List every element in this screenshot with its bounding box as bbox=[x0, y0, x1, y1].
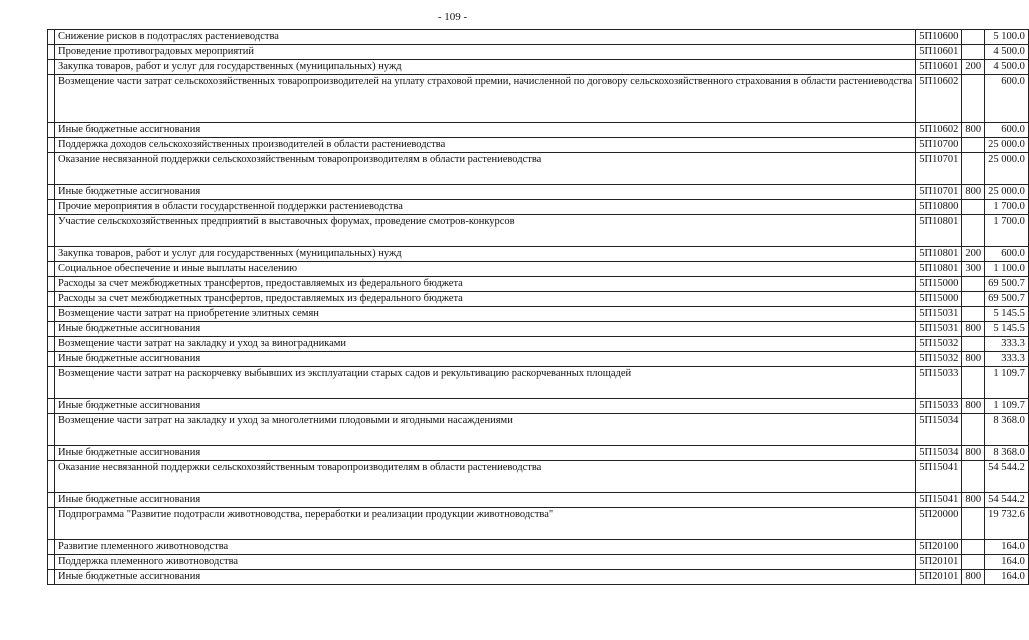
row-code: 5П10601 bbox=[916, 60, 962, 75]
row-margin-cell bbox=[48, 185, 55, 200]
row-expense-type bbox=[962, 414, 985, 446]
row-amount: 25 000.0 bbox=[985, 153, 1029, 185]
row-amount: 19 732.6 bbox=[985, 508, 1029, 540]
row-name: Возмещение части затрат сельскохозяйственных товаропроизводителей на уплату страховой премии, начисленной по договору сельскохозяйственного страхования в области растениеводства bbox=[55, 75, 916, 123]
row-margin-cell bbox=[48, 461, 55, 493]
table-row bbox=[48, 123, 1029, 138]
row-amount: 333.3 bbox=[985, 337, 1029, 352]
row-expense-type: 300 bbox=[962, 262, 985, 277]
row-expense-type bbox=[962, 337, 985, 352]
row-amount: 164.0 bbox=[985, 540, 1029, 555]
row-code: 5П15031 bbox=[916, 307, 962, 322]
row-name: Снижение рисков в подотраслях растениеводства bbox=[55, 30, 916, 45]
row-name: Поддержка племенного животноводства bbox=[55, 555, 916, 570]
row-name: Иные бюджетные ассигнования bbox=[55, 352, 916, 367]
row-margin-cell bbox=[48, 60, 55, 75]
row-code: 5П15033 bbox=[916, 399, 962, 414]
row-margin-cell bbox=[48, 446, 55, 461]
row-expense-type: 800 bbox=[962, 352, 985, 367]
table-row bbox=[48, 30, 1029, 45]
row-expense-type: 800 bbox=[962, 446, 985, 461]
row-name: Иные бюджетные ассигнования bbox=[55, 446, 916, 461]
row-code: 5П10600 bbox=[916, 30, 962, 45]
row-amount: 54 544.2 bbox=[985, 461, 1029, 493]
table-row bbox=[48, 60, 1029, 75]
row-code: 5П10801 bbox=[916, 247, 962, 262]
row-margin-cell bbox=[48, 277, 55, 292]
table-row bbox=[48, 399, 1029, 414]
row-name: Проведение противоградовых мероприятий bbox=[55, 45, 916, 60]
budget-table bbox=[47, 29, 1029, 585]
row-margin-cell bbox=[48, 555, 55, 570]
row-amount: 1 700.0 bbox=[985, 200, 1029, 215]
row-code: 5П10601 bbox=[916, 45, 962, 60]
row-amount: 1 109.7 bbox=[985, 367, 1029, 399]
row-expense-type bbox=[962, 45, 985, 60]
row-amount: 333.3 bbox=[985, 352, 1029, 367]
row-amount: 164.0 bbox=[985, 555, 1029, 570]
row-name: Прочие мероприятия в области государственной поддержки растениеводства bbox=[55, 200, 916, 215]
row-code: 5П15033 bbox=[916, 367, 962, 399]
row-code: 5П15000 bbox=[916, 277, 962, 292]
table-row bbox=[48, 200, 1029, 215]
row-expense-type bbox=[962, 200, 985, 215]
row-margin-cell bbox=[48, 138, 55, 153]
row-code: 5П15032 bbox=[916, 352, 962, 367]
row-amount: 4 500.0 bbox=[985, 45, 1029, 60]
row-code: 5П10602 bbox=[916, 123, 962, 138]
table-row bbox=[48, 292, 1029, 307]
row-expense-type: 800 bbox=[962, 185, 985, 200]
table-row bbox=[48, 153, 1029, 185]
row-code: 5П20101 bbox=[916, 555, 962, 570]
row-amount: 25 000.0 bbox=[985, 185, 1029, 200]
table-row bbox=[48, 461, 1029, 493]
table-row bbox=[48, 555, 1029, 570]
table-row bbox=[48, 138, 1029, 153]
row-amount: 8 368.0 bbox=[985, 414, 1029, 446]
row-expense-type bbox=[962, 30, 985, 45]
row-name: Закупка товаров, работ и услуг для государственных (муниципальных) нужд bbox=[55, 247, 916, 262]
table-row bbox=[48, 570, 1029, 585]
row-name: Социальное обеспечение и иные выплаты населению bbox=[55, 262, 916, 277]
row-name: Возмещение части затрат на раскорчевку выбывших из эксплуатации старых садов и рекультивацию раскорчеванных площадей bbox=[55, 367, 916, 399]
row-code: 5П15034 bbox=[916, 414, 962, 446]
table-row bbox=[48, 185, 1029, 200]
table-row bbox=[48, 75, 1029, 123]
table-row bbox=[48, 307, 1029, 322]
row-margin-cell bbox=[48, 123, 55, 138]
row-amount: 69 500.7 bbox=[985, 292, 1029, 307]
row-amount: 5 145.5 bbox=[985, 307, 1029, 322]
row-margin-cell bbox=[48, 200, 55, 215]
row-name: Иные бюджетные ассигнования bbox=[55, 123, 916, 138]
row-name: Поддержка доходов сельскохозяйственных производителей в области растениеводства bbox=[55, 138, 916, 153]
table-row bbox=[48, 540, 1029, 555]
row-margin-cell bbox=[48, 322, 55, 337]
row-name: Иные бюджетные ассигнования bbox=[55, 570, 916, 585]
row-expense-type bbox=[962, 277, 985, 292]
row-code: 5П20100 bbox=[916, 540, 962, 555]
row-expense-type bbox=[962, 138, 985, 153]
row-code: 5П10602 bbox=[916, 75, 962, 123]
row-expense-type bbox=[962, 153, 985, 185]
table-row bbox=[48, 322, 1029, 337]
row-code: 5П10800 bbox=[916, 200, 962, 215]
row-expense-type bbox=[962, 292, 985, 307]
row-amount: 1 100.0 bbox=[985, 262, 1029, 277]
row-code: 5П15041 bbox=[916, 461, 962, 493]
row-expense-type bbox=[962, 75, 985, 123]
row-expense-type bbox=[962, 461, 985, 493]
row-name: Иные бюджетные ассигнования bbox=[55, 322, 916, 337]
page-number: - 109 - bbox=[437, 11, 468, 23]
table-row bbox=[48, 367, 1029, 399]
row-expense-type bbox=[962, 508, 985, 540]
row-margin-cell bbox=[48, 307, 55, 322]
row-amount: 600.0 bbox=[985, 123, 1029, 138]
row-code: 5П15034 bbox=[916, 446, 962, 461]
row-margin-cell bbox=[48, 570, 55, 585]
row-expense-type bbox=[962, 555, 985, 570]
row-expense-type bbox=[962, 307, 985, 322]
row-margin-cell bbox=[48, 414, 55, 446]
table-row bbox=[48, 508, 1029, 540]
row-margin-cell bbox=[48, 292, 55, 307]
row-margin-cell bbox=[48, 30, 55, 45]
row-code: 5П20000 bbox=[916, 508, 962, 540]
row-code: 5П10700 bbox=[916, 138, 962, 153]
row-amount: 5 100.0 bbox=[985, 30, 1029, 45]
row-name: Подпрограмма "Развитие подотрасли животноводства, переработки и реализации продукции животноводства" bbox=[55, 508, 916, 540]
row-code: 5П15031 bbox=[916, 322, 962, 337]
table-row bbox=[48, 247, 1029, 262]
row-code: 5П10801 bbox=[916, 215, 962, 247]
row-amount: 600.0 bbox=[985, 75, 1029, 123]
row-code: 5П10701 bbox=[916, 185, 962, 200]
table-row bbox=[48, 414, 1029, 446]
table-row bbox=[48, 262, 1029, 277]
row-amount: 54 544.2 bbox=[985, 493, 1029, 508]
row-margin-cell bbox=[48, 75, 55, 123]
row-expense-type: 800 bbox=[962, 493, 985, 508]
row-margin-cell bbox=[48, 337, 55, 352]
row-expense-type: 200 bbox=[962, 60, 985, 75]
table-row bbox=[48, 493, 1029, 508]
row-expense-type bbox=[962, 540, 985, 555]
row-margin-cell bbox=[48, 352, 55, 367]
row-name: Оказание несвязанной поддержки сельскохозяйственным товаропроизводителям в области растениеводства bbox=[55, 461, 916, 493]
row-expense-type: 800 bbox=[962, 123, 985, 138]
row-margin-cell bbox=[48, 247, 55, 262]
row-amount: 600.0 bbox=[985, 247, 1029, 262]
row-expense-type: 200 bbox=[962, 247, 985, 262]
row-name: Возмещение части затрат на закладку и уход за виноградниками bbox=[55, 337, 916, 352]
row-name: Иные бюджетные ассигнования bbox=[55, 493, 916, 508]
row-name: Возмещение части затрат на приобретение элитных семян bbox=[55, 307, 916, 322]
table-row bbox=[48, 45, 1029, 60]
row-amount: 5 145.5 bbox=[985, 322, 1029, 337]
table-row bbox=[48, 337, 1029, 352]
row-code: 5П15000 bbox=[916, 292, 962, 307]
table-row bbox=[48, 352, 1029, 367]
row-name: Оказание несвязанной поддержки сельскохозяйственным товаропроизводителям в области растениеводства bbox=[55, 153, 916, 185]
row-amount: 1 109.7 bbox=[985, 399, 1029, 414]
row-margin-cell bbox=[48, 367, 55, 399]
row-code: 5П10701 bbox=[916, 153, 962, 185]
row-code: 5П15032 bbox=[916, 337, 962, 352]
row-margin-cell bbox=[48, 215, 55, 247]
table-row bbox=[48, 446, 1029, 461]
row-amount: 8 368.0 bbox=[985, 446, 1029, 461]
row-expense-type bbox=[962, 367, 985, 399]
row-expense-type bbox=[962, 215, 985, 247]
table-row bbox=[48, 215, 1029, 247]
row-name: Закупка товаров, работ и услуг для государственных (муниципальных) нужд bbox=[55, 60, 916, 75]
row-name: Расходы за счет межбюджетных трансфертов, предоставляемых из федерального бюджета bbox=[55, 292, 916, 307]
row-amount: 164.0 bbox=[985, 570, 1029, 585]
row-name: Расходы за счет межбюджетных трансфертов, предоставляемых из федерального бюджета bbox=[55, 277, 916, 292]
row-margin-cell bbox=[48, 508, 55, 540]
row-expense-type: 800 bbox=[962, 399, 985, 414]
row-margin-cell bbox=[48, 262, 55, 277]
row-amount: 25 000.0 bbox=[985, 138, 1029, 153]
row-margin-cell bbox=[48, 153, 55, 185]
row-code: 5П15041 bbox=[916, 493, 962, 508]
row-name: Развитие племенного животноводства bbox=[55, 540, 916, 555]
row-name: Участие сельскохозяйственных предприятий в выставочных форумах, проведение смотров-конкурсов bbox=[55, 215, 916, 247]
row-name: Иные бюджетные ассигнования bbox=[55, 399, 916, 414]
row-expense-type: 800 bbox=[962, 322, 985, 337]
row-margin-cell bbox=[48, 493, 55, 508]
row-code: 5П10801 bbox=[916, 262, 962, 277]
row-margin-cell bbox=[48, 540, 55, 555]
row-name: Иные бюджетные ассигнования bbox=[55, 185, 916, 200]
row-amount: 4 500.0 bbox=[985, 60, 1029, 75]
row-margin-cell bbox=[48, 45, 55, 60]
row-expense-type: 800 bbox=[962, 570, 985, 585]
table-row bbox=[48, 277, 1029, 292]
row-margin-cell bbox=[48, 399, 55, 414]
row-amount: 69 500.7 bbox=[985, 277, 1029, 292]
row-amount: 1 700.0 bbox=[985, 215, 1029, 247]
row-name: Возмещение части затрат на закладку и уход за многолетними плодовыми и ягодными насаждениями bbox=[55, 414, 916, 446]
table-body bbox=[48, 30, 1029, 585]
row-code: 5П20101 bbox=[916, 570, 962, 585]
